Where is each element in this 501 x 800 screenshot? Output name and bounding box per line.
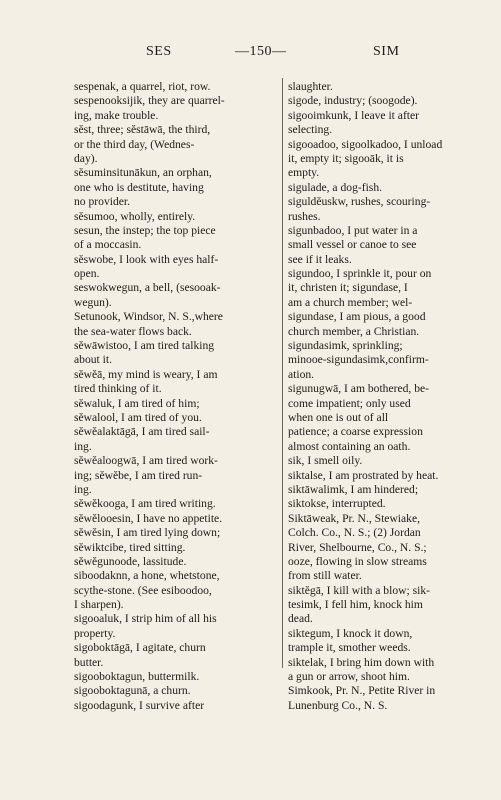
entry-line: sigundoo, I sprinkle it, pour on [288,267,432,281]
entry-line: siktalse, I am prostrated by heat. [288,468,439,482]
entry-line: ing, make trouble. [74,108,159,122]
entry-line: siktegum, I knock it down, [288,626,413,640]
entry-line: the sea-water flows back. [74,324,192,338]
entry-line: ation. [288,367,315,381]
entry-line: siboodaknn, a hone, whetstone, [74,569,220,583]
entry-line: about it. [74,353,112,367]
entry-line: property. [74,626,116,640]
entry-line: tesimk, I fell him, knock him [288,598,423,612]
entry-line: sĕst, three; sĕstāwā, the third, [74,123,211,137]
entry-line: butter. [74,655,104,669]
entry-line: River, Shelbourne, Co., N. S.; [288,540,427,554]
entry-line: siktāwalimk, I am hindered; [288,482,419,496]
entry-line: sigunbadoo, I put water in a [288,223,418,237]
entry-line: tired thinking of it. [74,382,162,396]
entry-line: see if it leaks. [288,252,352,266]
entry-line: ing; sĕwĕbe, I am tired run- [74,468,203,482]
entry-line: sigooadoo, sigoolkadoo, I unload [288,137,443,151]
entry-line: dead. [288,612,313,626]
column-divider [282,78,283,668]
entry-line: sigulade, a dog-fish. [288,180,383,194]
entry-line: of a moccasin. [74,238,142,252]
entry-line: no provider. [74,195,131,209]
entry-line: sĕwĕlooesin, I have no appetite. [74,511,223,525]
entry-line: almost containing an oath. [288,439,411,453]
entry-line: sĕswobe, I look with eyes half- [74,252,219,266]
entry-line: sĕwĕsin, I am tired lying down; [74,526,221,540]
entry-line: seswokwegun, a bell, (sesooak- [74,281,221,295]
entry-line: church member, a Christian. [288,324,420,338]
left-column [74,80,284,713]
entry-line: sĕwĕkooga, I am tired writing. [74,497,216,511]
entry-line: sigundasimk, sprinkling; [288,339,403,353]
entry-line: am a church member; wel- [288,295,413,309]
entry-line: sĕwĕā, my mind is weary, I am [74,367,218,381]
entry-line: empty. [288,166,320,180]
entry-line: siktokse, interrupted. [288,497,386,511]
entry-line: sigode, industry; (soogode). [288,94,418,108]
entry-line: it, christen it; sigundase, I [288,281,408,295]
entry-line: Simkook, Pr. N., Petite River in [288,684,436,698]
right-column [288,80,473,713]
entry-line: sĕsuminsitunākun, an orphan, [74,166,212,180]
entry-line: sigoodagunk, I survive after [74,698,205,712]
entry-line: rushes. [288,209,321,223]
entry-line: sik, I smell oily. [288,454,363,468]
entry-line: a gun or arrow, shoot him. [288,670,410,684]
entry-line: siktĕgā, I kill with a blow; sik- [288,583,431,597]
entry-line: day). [74,151,98,165]
page-header [0,44,501,64]
entry-line: sĕwiktcibe, tired sitting. [74,540,186,554]
entry-line: small vessel or canoe to see [288,238,417,252]
entry-line: sĕwĕaloogwā, I am tired work- [74,454,218,468]
entry-line: sigoboktāgā, I agitate, churn [74,641,206,655]
entry-line: Colch. Co., N. S.; (2) Jordan [288,526,421,540]
entry-line: wegun). [74,295,112,309]
entry-line: sĕwĕalaktāgā, I am tired sail- [74,425,210,439]
entry-line: scythe-stone. (See esiboodoo, [74,583,212,597]
entry-line: slaughter. [288,80,333,93]
entry-line: sĕwĕgunoode, lassitude. [74,554,187,568]
header-left-guide-word: SES [146,44,172,59]
entry-line: it, empty it; sigooāk, it is [288,151,404,165]
entry-line: ooze, flowing in slow streams [288,554,427,568]
entry-line: sespenak, a quarrel, riot, row. [74,80,211,93]
entry-line: sigunugwā, I am bothered, be- [288,382,430,396]
entry-line: open. [74,267,100,281]
entry-line: trample it, smother weeds. [288,641,411,655]
entry-line: or the third day, (Wednes- [74,137,195,151]
entry-line: sigooboktagun, buttermilk. [74,670,200,684]
entry-line: siguldĕuskw, rushes, scouring- [288,195,431,209]
entry-line: when one is out of all [288,410,389,424]
entry-line: sĕwaluk, I am tired of him; [74,396,200,410]
entry-line: sigooboktagunā, a churn. [74,684,191,698]
entry-line: ing. [74,439,92,453]
entry-line: minooe-sigundasimk,confirm- [288,353,429,367]
entry-line: sesun, the instep; the top piece [74,223,216,237]
header-right-guide-word: SIM [373,44,400,59]
entry-line: Setunook, Windsor, N. S.,where [74,310,223,324]
entry-line: one who is destitute, having [74,180,204,194]
entry-line: selecting. [288,123,333,137]
entry-line: patience; a coarse expression [288,425,423,439]
entry-line: siktelak, I bring him down with [288,655,435,669]
entry-line: sigooimkunk, I leave it after [288,108,420,122]
entry-line: come impatient; only used [288,396,411,410]
entry-line: I sharpen). [74,598,124,612]
entry-line: sigooaluk, I strip him of all his [74,612,217,626]
entry-line: sĕwāwistoo, I am tired talking [74,339,215,353]
entry-line: from still water. [288,569,362,583]
entry-line: sespenooksijik, they are quarrel- [74,94,225,108]
entry-line: sĕwalool, I am tired of you. [74,410,202,424]
entry-line: Siktāweak, Pr. N., Stewiake, [288,511,421,525]
entry-line: sĕsumoo, wholly, entirely. [74,209,196,223]
entry-line: Lunenburg Co., N. S. [288,698,388,712]
entry-line: ing. [74,482,92,496]
entry-line: sigundase, I am pious, a good [288,310,426,324]
page-number: —150— [235,44,287,59]
